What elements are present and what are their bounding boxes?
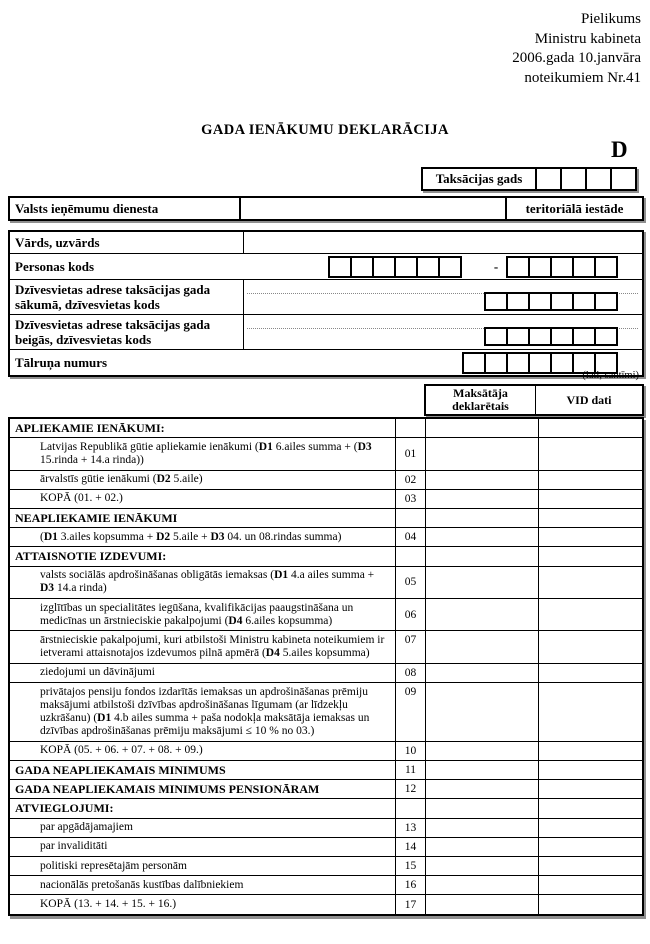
row-number: 01 [395,438,426,469]
personal-code-cell[interactable] [394,256,418,278]
row-number: 11 [395,761,426,779]
personal-code-cell[interactable] [372,256,396,278]
vid-data-cell[interactable] [538,780,642,798]
address-end-input[interactable] [244,315,642,349]
payer-declared-cell[interactable] [426,683,538,741]
table-row [10,875,642,894]
tax-year-label: Taksācijas gads [435,171,523,186]
table-row [10,741,642,760]
row-label: ārvalstīs gūtie ienākumi (D2 5.aile) [40,473,203,486]
payer-declared-cell[interactable] [426,419,538,437]
row-label: ziedojumi un dāvinājumi [40,666,155,679]
personal-code-label: Personas kods [15,259,95,274]
vid-data-cell[interactable] [538,419,642,437]
tax-year-cells [535,169,635,189]
payer-declared-cell[interactable] [426,799,538,817]
residence-code-cell[interactable] [506,327,530,346]
vid-data-cell[interactable] [538,799,642,817]
row-number: 08 [395,664,426,682]
row-label: izglītības un specialitātes iegūšana, kvalifikācijas paaugstināšana un medicīnas un ārstnieciskie pakalpojumi (D4 6.ailes kopsumma) [40,601,354,627]
vid-data-cell[interactable] [538,876,642,894]
phone-digit-cell[interactable] [462,352,486,374]
payer-declared-cell[interactable] [426,895,538,913]
table-row [10,419,642,437]
row-label: KOPĀ (13. + 14. + 15. + 16.) [40,897,177,910]
payer-declared-cell[interactable] [426,509,538,527]
vid-office-row [8,196,644,221]
form-title: GADA IENĀKUMU DEKLARĀCIJA [201,122,449,138]
address-start-input[interactable] [244,280,642,314]
row-label: nacionālās pretošanās kustības dalībniekiem [40,878,244,891]
vid-territorial-label: teritoriālā iestāde [505,198,642,219]
residence-code-cell[interactable] [572,327,596,346]
vid-data-cell[interactable] [538,895,642,913]
vid-data-cell[interactable] [538,438,642,469]
personal-code-cell[interactable] [594,256,618,278]
residence-code-cell[interactable] [550,292,574,311]
personal-code-cell[interactable] [572,256,596,278]
table-row [10,566,642,598]
row-number: 04 [395,528,426,546]
table-row [10,598,642,630]
personal-code-cell[interactable] [416,256,440,278]
payer-declared-cell[interactable] [426,819,538,837]
tax-year-cell[interactable] [560,169,585,189]
phone-digit-cell[interactable] [528,352,552,374]
row-label: GADA NEAPLIEKAMAIS MINIMUMS PENSIONĀRAM [15,781,320,796]
row-number: 02 [395,471,426,489]
table-row [10,663,642,682]
payer-declared-cell[interactable] [426,490,538,508]
name-input[interactable] [244,232,642,253]
row-number: 13 [395,819,426,837]
table-row [10,546,642,565]
phone-digit-cell[interactable] [506,352,530,374]
payer-declared-cell[interactable] [426,438,538,469]
row-number: 14 [395,838,426,856]
annex-line: Pielikums [580,11,641,27]
personal-info-block [8,230,644,377]
form-letter-d: D [611,137,628,162]
vid-office-label: Valsts ieņēmumu dienesta [10,198,241,219]
vid-data-cell[interactable] [538,742,642,760]
vid-data-cell[interactable] [538,567,642,598]
row-number: 06 [395,599,426,630]
address-start-code-cells [484,292,618,311]
address-end-row [10,314,642,349]
vid-data-cell[interactable] [538,857,642,875]
payer-declared-cell[interactable] [426,876,538,894]
payer-declared-cell[interactable] [426,547,538,565]
row-label: (D1 3.ailes kopsumma + D2 5.aile + D3 04. un 08.rindas summa) [40,530,342,543]
tax-year-cell[interactable] [535,169,560,189]
row-label: ārstnieciskie pakalpojumi, kuri atbilstoši Ministru kabineta noteikumiem ir ietverami attaisnotajos izdevumos pilnā apmērā (D4 5.ailes kopsumma) [40,633,385,660]
tax-year-box [421,167,637,191]
payer-declared-cell[interactable] [426,471,538,489]
row-number: 15 [395,857,426,875]
personal-code-group-2 [506,256,618,278]
table-row [10,760,642,779]
table-row [10,470,642,489]
personal-code-cell[interactable] [350,256,374,278]
vid-data-cell[interactable] [538,631,642,662]
personal-code-separator: - [493,258,499,274]
phone-digit-cell[interactable] [550,352,574,374]
annex-line: noteikumiem Nr.41 [524,69,641,86]
table-row [10,630,642,662]
personal-code-row [10,253,642,279]
table-row [10,894,642,913]
table-row [10,682,642,741]
residence-code-cell[interactable] [550,327,574,346]
row-number: 10 [395,742,426,760]
residence-code-cell[interactable] [484,327,508,346]
row-number [395,547,426,565]
vid-data-cell[interactable] [538,683,642,741]
payer-declared-cell[interactable] [426,599,538,630]
vid-data-cell[interactable] [538,509,642,527]
row-label: NEAPLIEKAMIE IENĀKUMI [15,510,178,525]
vid-office-input[interactable] [241,198,505,219]
vid-data-cell[interactable] [538,761,642,779]
table-row [10,837,642,856]
table-row [10,779,642,798]
row-number: 03 [395,490,426,508]
personal-code-cell[interactable] [506,256,530,278]
payer-declared-cell[interactable] [426,742,538,760]
row-number: 07 [395,631,426,662]
row-label: ATVIEGLOJUMI: [15,800,114,815]
address-start-label: Dzīvesvietas adrese taksācijas gada sākumā, dzīvesvietas kods [10,280,244,314]
payer-declared-cell[interactable] [426,528,538,546]
table-row [10,818,642,837]
residence-code-cell[interactable] [484,292,508,311]
address-end-label: Dzīvesvietas adrese taksācijas gada beigās, dzīvesvietas kods [10,315,244,349]
table-row [10,527,642,546]
table-row [10,489,642,508]
annex-note [512,10,641,88]
row-label: ATTAISNOTIE IZDEVUMI: [15,548,167,563]
row-label: par invaliditāti [40,840,108,853]
table-row [10,856,642,875]
tax-year-cell[interactable] [585,169,610,189]
row-label: KOPĀ (01. + 02.) [40,492,123,505]
personal-code-cell[interactable] [528,256,552,278]
personal-code-boxes [328,256,618,278]
table-row [10,437,642,469]
row-number: 12 [395,780,426,798]
phone-row [10,349,642,375]
annex-line: 2006.gada 10.janvāra [512,50,641,66]
vid-data-cell[interactable] [538,547,642,565]
row-label: KOPĀ (05. + 06. + 07. + 08. + 09.) [40,744,203,757]
row-number: 09 [395,683,426,741]
vid-data-cell[interactable] [538,819,642,837]
phone-digit-cell[interactable] [484,352,508,374]
vid-data-cell[interactable] [538,838,642,856]
vid-data-cell[interactable] [538,528,642,546]
payer-declared-cell[interactable] [426,664,538,682]
row-label: GADA NEAPLIEKAMAIS MINIMUMS [15,762,226,777]
payer-declared-cell[interactable] [426,857,538,875]
row-label: APLIEKAMIE IENĀKUMI: [15,420,165,435]
vid-data-header: VID dati [566,392,612,407]
address-start-row [10,279,642,314]
row-label: politiski represētajām personām [40,859,187,872]
personal-code-cell[interactable] [550,256,574,278]
residence-code-cell[interactable] [528,327,552,346]
personal-code-cell[interactable] [328,256,352,278]
residence-code-cell[interactable] [594,327,618,346]
vid-data-cell[interactable] [538,664,642,682]
row-number [395,509,426,527]
vid-data-cell[interactable] [538,490,642,508]
table-row [10,798,642,817]
residence-code-cell[interactable] [528,292,552,311]
payer-declared-header: Maksātāja deklarētais [426,386,536,414]
row-label: Latvijas Republikā gūtie apliekamie ienākumi (D1 6.ailes summa + (D3 15.rinda + 14.a rinda)) [40,440,372,466]
payer-declared-cell[interactable] [426,838,538,856]
row-number [395,419,426,437]
table-row [10,508,642,527]
vid-data-cell[interactable] [538,599,642,630]
residence-code-cell[interactable] [506,292,530,311]
personal-code-group-1 [328,256,462,278]
address-end-code-cells [484,327,618,346]
row-label: par apgādājamajiem [40,821,133,834]
annex-line: Ministru kabineta [534,30,641,47]
declaration-table [8,417,644,916]
row-number [395,799,426,817]
tax-year-cell[interactable] [610,169,635,189]
payer-declared-cell[interactable] [426,761,538,779]
payer-declared-cell[interactable] [426,780,538,798]
row-label: valsts sociālās apdrošināšanas obligātās iemaksas (D1 4.a ailes summa + D3 14.a rinda) [40,569,375,595]
payer-declared-cell[interactable] [426,631,538,662]
personal-code-cell[interactable] [438,256,462,278]
row-number: 16 [395,876,426,894]
row-number: 17 [395,895,426,913]
row-label: privātajos pensiju fondos izdarītās iemaksas un apdrošināšanas prēmiju maksājumi atbilstoši dzīvības apdrošināšanas līgumam (ar līdzekļu uzkrāšanu) (D1 4.b ailes summa + paša nodokļa maksātāja iemaksas un dzīvības apdrošināšanas prēmiju maksājumi ≤ 10 % no 03.) [40,685,370,738]
name-label: Vārds, uzvārds [10,232,244,253]
residence-code-cell[interactable] [572,292,596,311]
currency-note: (lati, santīmi) [582,370,639,381]
phone-label: Tālruņa numurs [15,355,108,370]
amounts-header [424,384,644,416]
vid-data-cell[interactable] [538,471,642,489]
residence-code-cell[interactable] [594,292,618,311]
name-row [10,232,642,253]
payer-declared-cell[interactable] [426,567,538,598]
row-number: 05 [395,567,426,598]
